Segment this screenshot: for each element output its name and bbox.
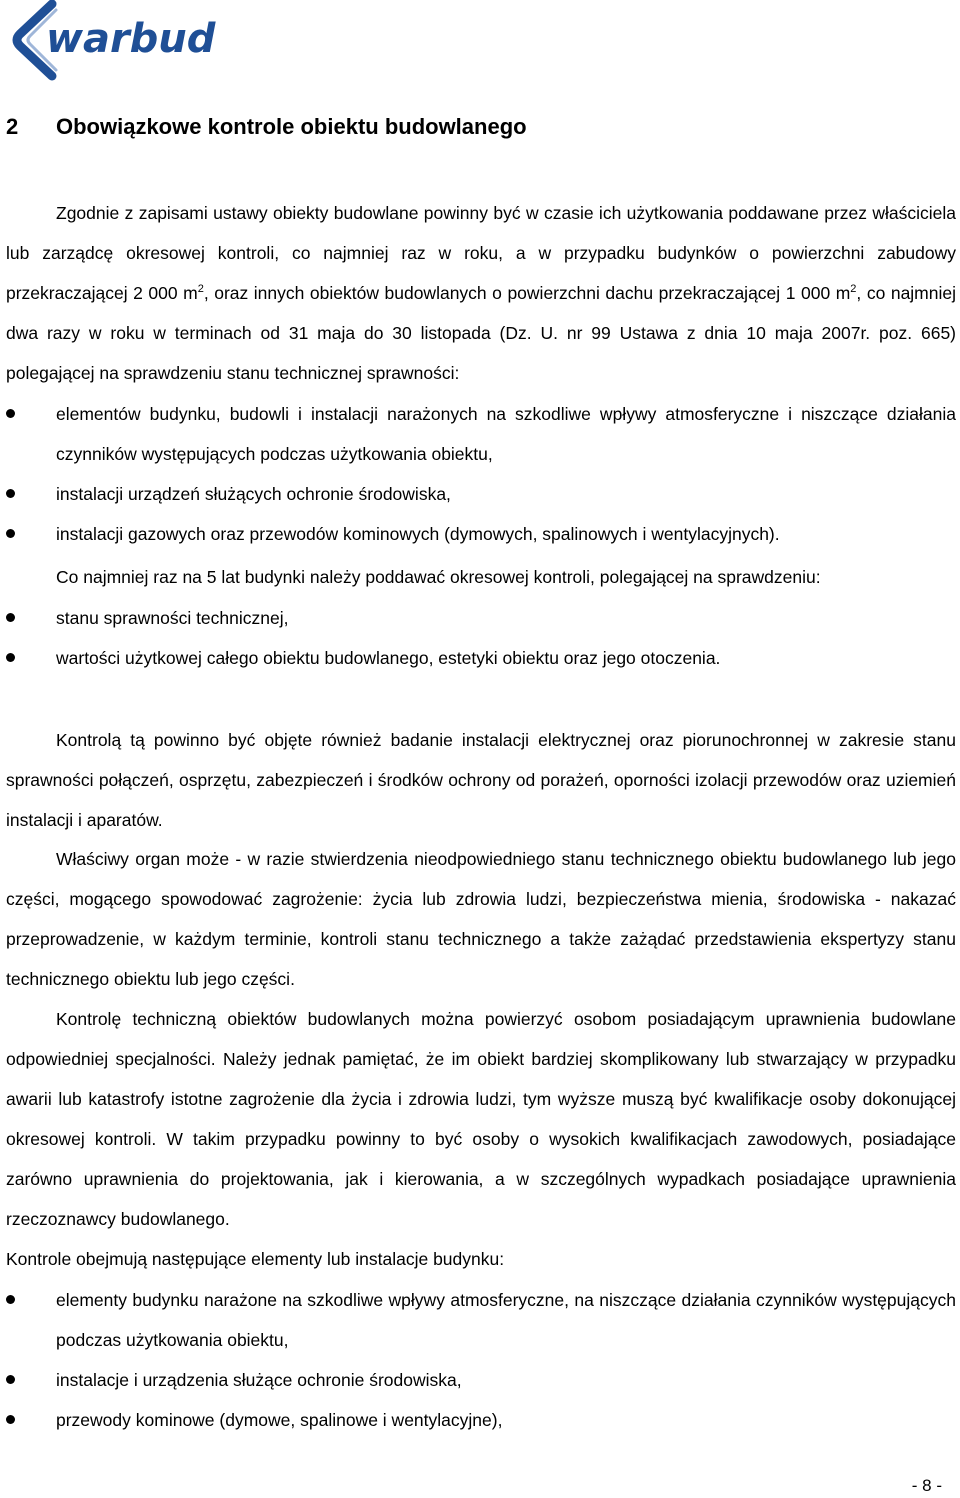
list-item: przewody kominowe (dymowe, spalinowe i wentylacyjne), [6, 1400, 956, 1440]
list-item: instalacji gazowych oraz przewodów kominowych (dymowych, spalinowych i wentylacyjnych). [6, 514, 956, 554]
paragraph-authority: Właściwy organ może - w razie stwierdzenia nieodpowiedniego stanu technicznego obiektu budowlanego lub jego części, mogącego spowodować zagrożenie: życia lub zdrowia ludzi, bezpieczeństwa mienia, środowiska - nakazać przeprowadzenie, w każdym terminie, kontroli stanu technicznego a także zażądać przedstawienia ekspertyzy stanu technicznego obiektu lub jego części. [6, 849, 956, 989]
list-item: stanu sprawności technicznej, [6, 598, 956, 638]
bullet-icon [6, 489, 15, 498]
list-item: instalacji urządzeń służących ochronie środowiska, [6, 474, 956, 514]
paragraph-elements-intro: Kontrole obejmują następujące elementy lub instalacje budynku: [6, 1249, 505, 1269]
bullet-icon [6, 1295, 15, 1304]
paragraph-intro: Zgodnie z zapisami ustawy obiekty budowlane powinny być w czasie ich użytkowania poddawane przez właściciela lub zarządcę okresowej kontroli, co najmniej raz w roku, a w przypadku budynków o powierzchni zabudowy przekraczającej 2 000 $m^2$, oraz innych obiektów budowlanych o powierzchni dachu przekraczającej 1 000 $m^2$, co najmniej dwa razy w roku w terminach od 31 maja do 30 listopada (Dz. U. nr 99 Ustawa z dnia 10 maja 2007r. poz. 665) polegającej na sprawdzeniu stanu technicznej sprawności: [6, 203, 957, 383]
section-number: 2 [6, 114, 19, 139]
five-year-scope-list [6, 598, 956, 678]
list-item: wartości użytkowej całego obiektu budowlanego, estetyki obiektu oraz jego otoczenia. [6, 638, 956, 678]
section-heading [6, 114, 946, 140]
bullet-icon [6, 1375, 15, 1384]
paragraph-five-year: Co najmniej raz na 5 lat budynki należy poddawać okresowej kontroli, polegającej na sprawdzeniu: [56, 567, 821, 587]
bullet-icon [6, 653, 15, 662]
superscript: 2 [850, 283, 857, 295]
warbud-logo [6, 0, 246, 82]
list-item: elementów budynku, budowli i instalacji narażonych na szkodliwe wpływy atmosferyczne i niszczące działania czynników występujących podczas użytkowania obiektu, [6, 394, 956, 474]
section-title: Obowiązkowe kontrole obiektu budowlanego [56, 114, 527, 139]
bullet-icon [6, 1415, 15, 1424]
page-number: - 8 - [911, 1476, 942, 1495]
building-elements-list [6, 1280, 956, 1440]
paragraph-electrical: Kontrolą tą powinno być objęte również badanie instalacji elektrycznej oraz piorunochronnej w zakresie stanu sprawności połączeń, osprzętu, zabezpieczeń i środków ochrony od porażeń, oporności izolacji przewodów oraz uziemień instalacji i aparatów. [6, 730, 956, 830]
logo-text: warbud [46, 16, 216, 62]
superscript: 2 [197, 283, 204, 295]
inspection-scope-list [6, 394, 956, 554]
list-item: elementy budynku narażone na szkodliwe wpływy atmosferyczne, na niszczące działania czynników występujących podczas użytkowania obiektu, [6, 1280, 956, 1360]
list-item: instalacje i urządzenia służące ochronie środowiska, [6, 1360, 956, 1400]
bullet-icon [6, 613, 15, 622]
bullet-icon [6, 409, 15, 418]
bullet-icon [6, 529, 15, 538]
paragraph-qualifications: Kontrolę techniczną obiektów budowlanych można powierzyć osobom posiadającym uprawnienia budowlane odpowiedniej specjalności. Należy jednak pamiętać, że im obiekt bardziej skomplikowany lub stwarzający w przypadku awarii lub katastrofy istotne zagrożenie dla życia i zdrowia ludzi, tym wyższe muszą być kwalifikacje osoby dokonującej okresowej kontroli. W takim przypadku powinny to być osoby o wysokich kwalifikacjach zawodowych, posiadające zarówno uprawnienia do projektowania, jak i kierowania, a w szczególnych wypadkach posiadające uprawnienia rzeczoznawcy budowlanego. [6, 1009, 956, 1229]
